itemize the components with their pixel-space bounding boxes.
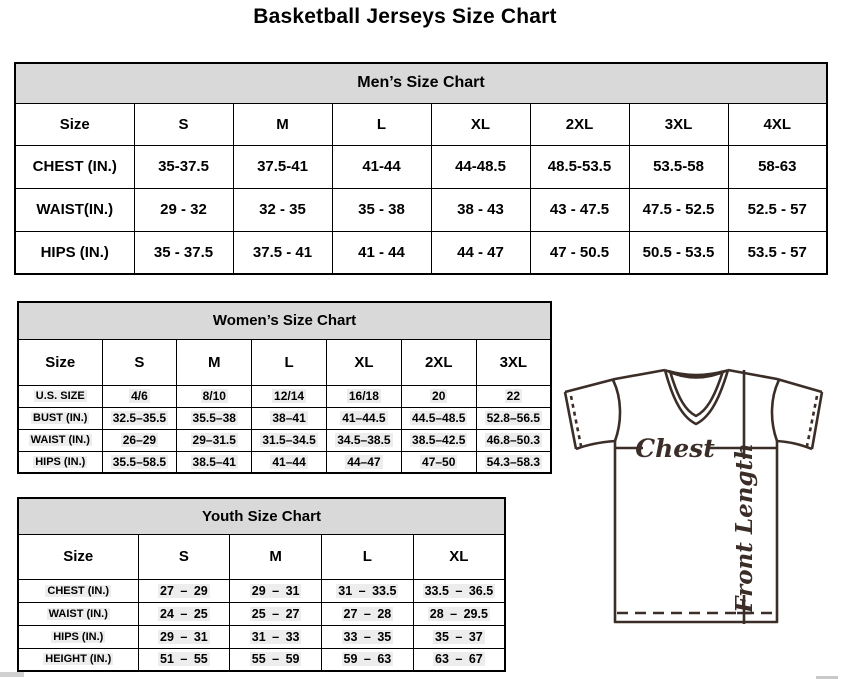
- chest-label: Chest: [635, 434, 715, 463]
- size-value: 16/18: [326, 385, 401, 407]
- size-value: 50.5 - 53.5: [629, 231, 728, 274]
- column-header: S: [134, 103, 233, 145]
- size-value: 38.5–41: [177, 451, 252, 473]
- column-header: XL: [326, 339, 401, 385]
- column-header: 2XL: [401, 339, 476, 385]
- size-value: 38–41: [252, 407, 327, 429]
- size-value: 27 – 29: [138, 579, 230, 602]
- size-value: 35.5–38: [177, 407, 252, 429]
- row-label: WAIST (IN.): [18, 602, 138, 625]
- size-value: 63 – 67: [413, 648, 505, 671]
- size-value: 46.8–50.3: [476, 429, 551, 451]
- row-label: WAIST(IN.): [15, 188, 134, 231]
- womens-size-table: [17, 301, 552, 474]
- womens-chart-title: Women’s Size Chart: [18, 302, 551, 339]
- column-header: Size: [15, 103, 134, 145]
- jersey-outline-shoulders: [565, 370, 822, 392]
- size-value: 29–31.5: [177, 429, 252, 451]
- column-header: L: [322, 534, 414, 579]
- size-value: 29 – 31: [138, 625, 230, 648]
- size-value: 32.5–35.5: [102, 407, 177, 429]
- size-value: 53.5 - 57: [728, 231, 827, 274]
- size-value: 52.8–56.5: [476, 407, 551, 429]
- size-value: 37.5-41: [233, 145, 332, 188]
- size-value: 20: [401, 385, 476, 407]
- size-value: 35 - 37.5: [134, 231, 233, 274]
- row-label: HIPS (IN.): [18, 625, 138, 648]
- size-value: 29 – 31: [230, 579, 322, 602]
- column-header: 2XL: [530, 103, 629, 145]
- size-value: 48.5-53.5: [530, 145, 629, 188]
- size-value: 35.5–58.5: [102, 451, 177, 473]
- column-header: Size: [18, 534, 138, 579]
- youth-size-table: [17, 497, 506, 672]
- column-header: Size: [18, 339, 102, 385]
- size-value: 26–29: [102, 429, 177, 451]
- size-value: 43 - 47.5: [530, 188, 629, 231]
- size-value: 24 – 25: [138, 602, 230, 625]
- youth-chart-title: Youth Size Chart: [18, 498, 505, 534]
- size-value: 32 - 35: [233, 188, 332, 231]
- size-value: 47–50: [401, 451, 476, 473]
- jersey-collar-arcs: [665, 370, 728, 378]
- size-value: 41 - 44: [332, 231, 431, 274]
- mens-chart-title: Men’s Size Chart: [15, 63, 827, 103]
- column-header: 3XL: [629, 103, 728, 145]
- column-header: 4XL: [728, 103, 827, 145]
- column-header: 3XL: [476, 339, 551, 385]
- size-value: 54.3–58.3: [476, 451, 551, 473]
- size-value: 41–44: [252, 451, 327, 473]
- size-value: 58-63: [728, 145, 827, 188]
- size-value: 52.5 - 57: [728, 188, 827, 231]
- size-value: 35 – 37: [413, 625, 505, 648]
- size-value: 12/14: [252, 385, 327, 407]
- column-header: L: [332, 103, 431, 145]
- size-value: 47 - 50.5: [530, 231, 629, 274]
- size-value: 4/6: [102, 385, 177, 407]
- page-title: Basketball Jerseys Size Chart: [253, 5, 557, 28]
- column-header: M: [230, 534, 322, 579]
- size-value: 38.5–42.5: [401, 429, 476, 451]
- size-value: 38 - 43: [431, 188, 530, 231]
- size-value: 8/10: [177, 385, 252, 407]
- row-label: WAIST (IN.): [18, 429, 102, 451]
- size-value: 22: [476, 385, 551, 407]
- mens-size-table: [14, 62, 828, 275]
- size-value: 51 – 55: [138, 648, 230, 671]
- size-value: 53.5-58: [629, 145, 728, 188]
- size-value: 41-44: [332, 145, 431, 188]
- size-value: 37.5 - 41: [233, 231, 332, 274]
- size-value: 44–47: [326, 451, 401, 473]
- size-value: 31 – 33: [230, 625, 322, 648]
- row-label: CHEST (IN.): [18, 579, 138, 602]
- size-value: 25 – 27: [230, 602, 322, 625]
- row-label: BUST (IN.): [18, 407, 102, 429]
- size-value: 47.5 - 52.5: [629, 188, 728, 231]
- size-value: 41–44.5: [326, 407, 401, 429]
- row-label: HEIGHT (IN.): [18, 648, 138, 671]
- size-value: 33 – 35: [322, 625, 414, 648]
- column-header: XL: [413, 534, 505, 579]
- size-value: 27 – 28: [322, 602, 414, 625]
- column-header: S: [138, 534, 230, 579]
- jersey-measurement-diagram: [556, 362, 841, 662]
- front-length-label: Front Length: [731, 443, 758, 613]
- size-value: 31 – 33.5: [322, 579, 414, 602]
- column-header: L: [252, 339, 327, 385]
- size-value: 44 - 47: [431, 231, 530, 274]
- size-value: 55 – 59: [230, 648, 322, 671]
- column-header: XL: [431, 103, 530, 145]
- size-value: 59 – 63: [322, 648, 414, 671]
- size-value: 44-48.5: [431, 145, 530, 188]
- column-header: M: [233, 103, 332, 145]
- row-label: U.S. SIZE: [18, 385, 102, 407]
- row-label: CHEST (IN.): [15, 145, 134, 188]
- size-value: 33.5 – 36.5: [413, 579, 505, 602]
- column-header: S: [102, 339, 177, 385]
- size-value: 31.5–34.5: [252, 429, 327, 451]
- size-value: 35 - 38: [332, 188, 431, 231]
- size-value: 35-37.5: [134, 145, 233, 188]
- horizontal-scrollbar-fragment-left[interactable]: [0, 672, 24, 677]
- row-label: HIPS (IN.): [18, 451, 102, 473]
- size-value: 44.5–48.5: [401, 407, 476, 429]
- column-header: M: [177, 339, 252, 385]
- size-value: 29 - 32: [134, 188, 233, 231]
- size-value: 34.5–38.5: [326, 429, 401, 451]
- row-label: HIPS (IN.): [15, 231, 134, 274]
- jersey-armhole-seams: [613, 380, 779, 441]
- size-value: 28 – 29.5: [413, 602, 505, 625]
